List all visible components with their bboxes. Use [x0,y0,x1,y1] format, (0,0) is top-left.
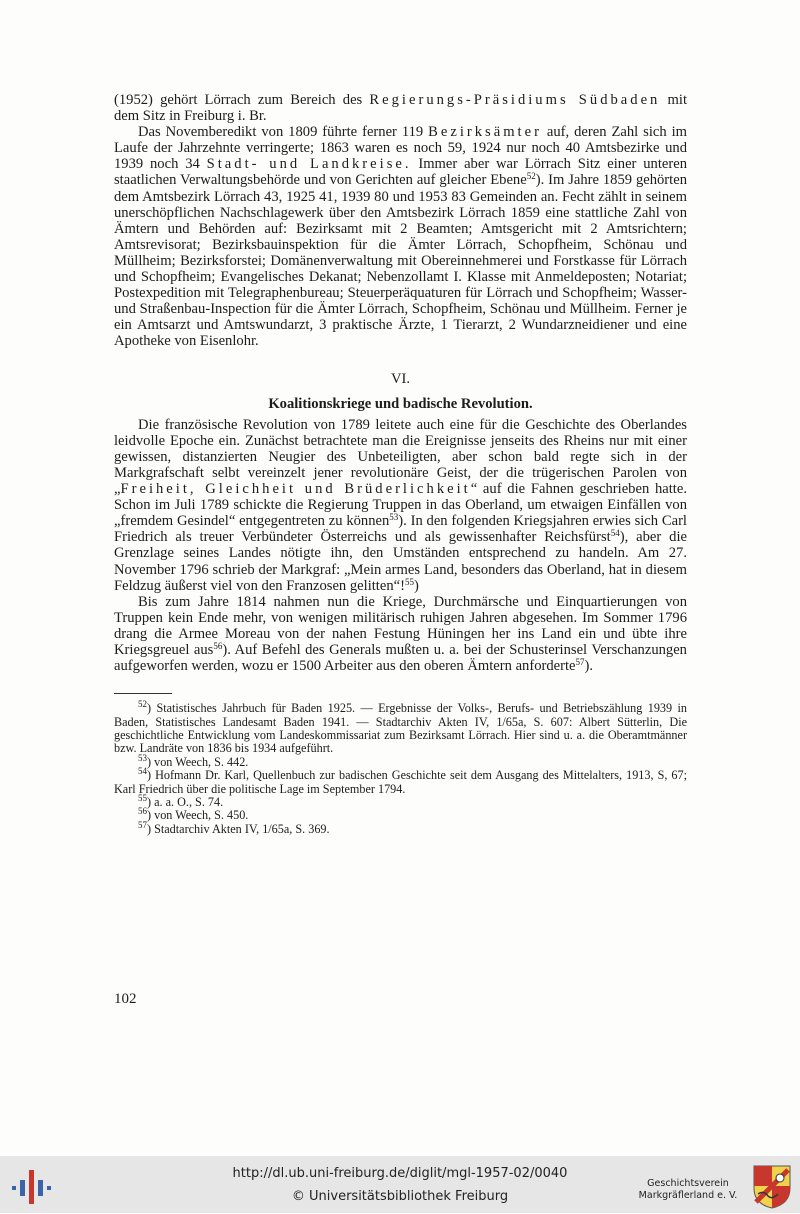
text-run: ). Auf Befehl des Generals mußten u. a. bei der Schusterinsel Verschanzungen aufgeworfen werden, wozu er 1500 Arbeiter aus den oberen Ämtern anforderte [114,642,687,675]
coat-of-arms-icon[interactable] [752,1164,792,1210]
section-title: Koalitionskriege und badische Revolution. [268,395,533,412]
text-run: Bis zum Jahre 1814 nahmen nun die Kriege, Durchmärsche und Einquartierungen von Truppen kein Ende mehr, von wenigen militärisch ruhigen Jahren abgesehen. Im Sommer 1796 drang die Armee Moreau von der nahen Festung Hüningen her ins Land ein und übte ihre Kriegsgreuel aus [114,593,687,658]
footnote-number: 54 [138,766,147,777]
footnote-text: ) von Weech, S. 450. [147,808,249,823]
spaced-text: Bezirksämter [428,124,542,141]
paragraph [114,417,687,594]
footnote [114,806,687,823]
footnote-ref: 56 [213,641,223,651]
paragraph [114,92,687,124]
body-text [114,92,687,836]
text-run: ). Im Jahre 1859 gehörten dem Amtsbezirk Lörrach 43, 1925 41, 1939 80 und 1953 83 Gemeinden an. Fecht zählt in seinem unerschöpflichen Nachschlagewerk über den Amtsbezirk Lörrach 1859 eine stattliche Zahl von Ämtern und Behörden auf: Bezirksamt mit 2 Beamten; Amtsgericht mit 2 Amtsrichtern; Amtsrevisorat; Bezirksbauinspektion für die Ämter Lörrach, Schopfheim, Schönau und Müllheim; Bezirksforstei; Domänenverwaltung mit Obereinnehmerei und Forstkasse für Lörrach und Schopfheim; Evangelisches Dekanat; Nebenzollamt I. Klasse mit Anmeldeposten; Notariat; Postexpedition mit Telegraphenbureau; Steuerperäquaturen für Lörrach und Schopfheim; Wasser- und Straßenbau-Inspection für die Ämter Lörrach, Schopfheim, Schönau und Müllheim. Ferner je ein Amtsarzt und Amtswundarzt, 3 praktische Ärzte, 1 Tierarzt, 2 Wundarzneidiener und eine Apotheke von Eisenlohr. [114,172,687,350]
text-run: ), aber die Grenzlage seines Landes nötigte ihn, den Umständen entsprechend zu handeln. Am 27. November 1796 schrieb der Markgraf: „Mein armes Land, besonders das Oberland, hat in diesem Feldzug äußerst viel von den Franzosen gelitten“! [114,529,687,594]
text-run: (1952) gehört Lörrach zum Bereich des [114,92,370,108]
footnote-number: 56 [138,806,147,817]
document-url-link[interactable]: http://dl.ub.uni-freiburg.de/diglit/mgl-1957-02/0040 [232,1166,568,1181]
text-run: ). [584,658,594,675]
footnote-text: ) a. a. O., S. 74. [147,795,224,810]
society-name-line: Markgräflerland e. V. [638,1190,738,1201]
text-run: ) [413,577,419,594]
paragraph [114,124,687,349]
footnotes [114,699,687,836]
footnote [114,699,687,756]
society-name[interactable] [632,1178,744,1202]
footnote-divider [114,693,172,694]
text-run: Das Novemberedikt von 1809 führte ferner 119 [138,124,429,141]
paragraph [114,594,687,674]
society-name-line: Geschichtsverein [647,1178,729,1189]
text-run: Die französische Revolution von 1789 leitete auch eine für die Geschichte des Oberlandes leidvolle Epoche ein. Zunächst betrachtete man die Ereignisse jenseits des Rheins nur mit einer gewissen, distanzierten Neugier des Unbeteiligten, aber schon bald regte sich in der Markgrafschaft selbt vereinzelt jener revolutionäre Geist, der die trügerischen Parolen von „ [114,416,687,498]
spaced-text: Regierungs-Präsidiums Südbaden [369,92,661,108]
footnote [114,819,687,836]
copyright-notice: © Universitätsbibliothek Freiburg [291,1189,509,1204]
page-number: 102 [114,991,137,1007]
text-run: auf, deren Zahl sich im Laufe der Jahrzehnte verringerte; 1863 waren es noch 59, 1924 nur noch 40 Amtsbezirke und 1939 noch 34 [114,124,687,173]
footnote-ref: 57 [575,657,585,668]
section-number: VI. [390,370,411,387]
spaced-text: Stadt- und Landkreise. [206,156,412,173]
text-run: “ auf die Fahnen geschrieben hatte. Schon im Juli 1789 schickte die Regierung Truppen in das Oberland, um etwaigen Einfällen von „fremdem Gesindel“ entgegentreten zu können [114,481,687,530]
spaced-text: Freiheit, Gleichheit und Brüderlichkeit [120,481,471,498]
footnote-ref: 54 [610,528,620,539]
footnote-text: ) Hofmann Dr. Karl, Quellenbuch zur badischen Geschichte seit dem Ausgang des Mittelalters, 1913, S, 67; Karl Friedrich über die politische Lage im September 1794. [114,768,687,796]
text-run: mit dem Sitz in Freiburg i. Br. [114,92,687,125]
footnote-number: 55 [138,793,147,804]
footnote-ref: 52 [526,171,536,182]
footnote-text: ) Stadtarchiv Akten IV, 1/65a, S. 369. [147,821,330,836]
viewer-footer [0,1156,800,1213]
footnote-text: ) Statistisches Jahrbuch für Baden 1925. — Ergebnisse der Volks-, Berufs- und Betriebszählung 1939 in Baden, Statistisches Landesamt Baden 1941. — Stadtarchiv Akten IV, 1/65a, S. 607: Albert Sütterlin, Die geschichtliche Entwicklung vom Landeskommissariat zum Bezirksamt Lörrach. Hier sind u. a. die Oberamtmänner bzw. Landräte von 1836 bis 1934 aufgeführt. [114,701,687,756]
footnote-text: ) von Weech, S. 442. [147,754,249,769]
footnote-ref: 53 [389,512,399,523]
footnote-number: 52 [138,699,147,710]
footnote-number: 53 [138,752,147,763]
text-run: ). In den folgenden Kriegsjahren erwies sich Carl Friedrich als treuer Verbündeter Österreichs und als gewissenhafter Reichsfürst [114,513,687,546]
footnote [114,766,687,796]
footnote-number: 57 [138,819,147,830]
text-run: Immer aber war Lörrach Sitz einer unteren staatlichen Verwaltungsbehörde und von Gerichten auf gleicher Ebene [114,156,687,189]
footnote-ref: 55 [404,576,414,587]
